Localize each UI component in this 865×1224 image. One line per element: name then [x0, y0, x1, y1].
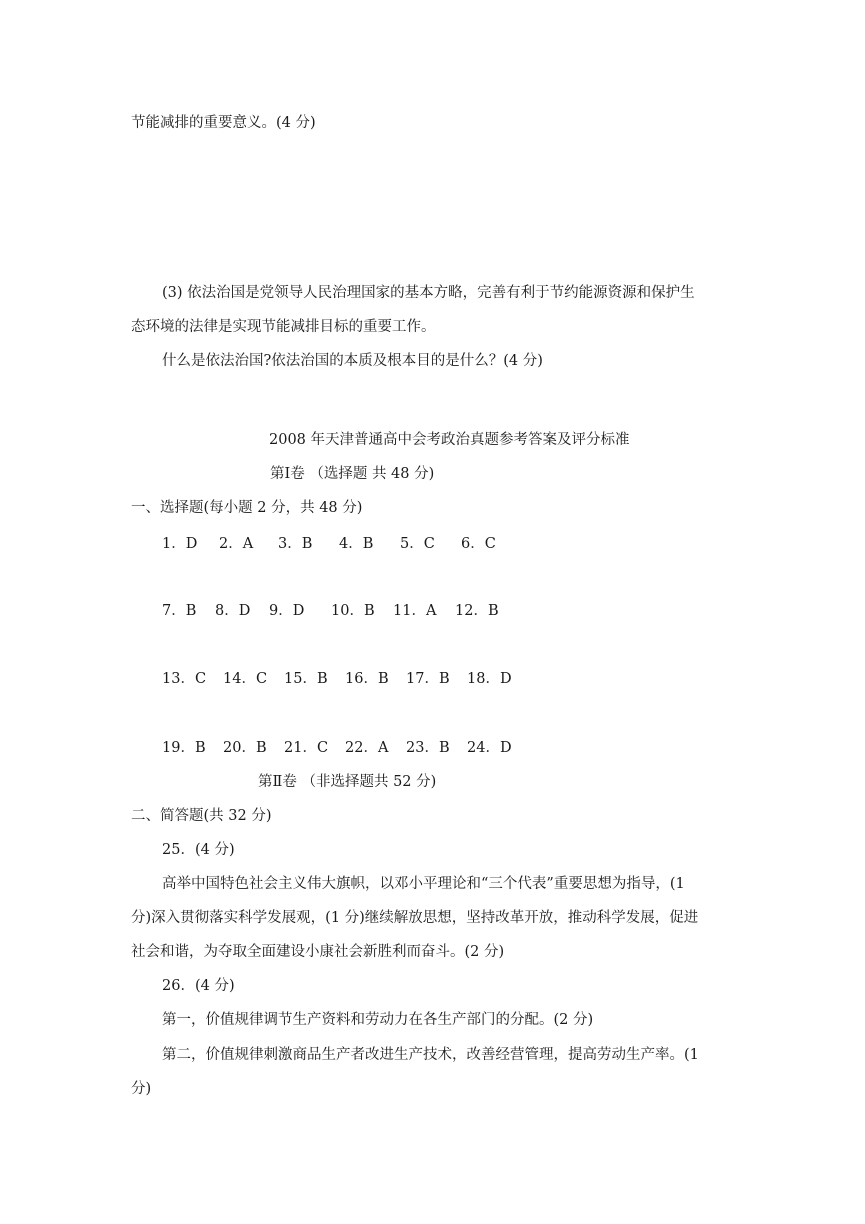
answer-item: 3．B — [278, 536, 313, 552]
answer-item: 14．C — [223, 671, 268, 687]
answer-item: 5．C — [400, 536, 435, 552]
text-line: 第二，价值规律刺激商品生产者改进生产技术，改善经营管理，提高劳动生产率。(1 — [162, 1047, 699, 1063]
question-number: 25．(4 分) — [162, 842, 235, 858]
answer-item: 19．B — [162, 740, 206, 756]
answer-item: 22．A — [345, 740, 389, 756]
answer-row — [162, 601, 499, 621]
answer-item: 10．B — [331, 603, 375, 619]
section-two-heading: 二、简答题(共 32 分) — [131, 808, 272, 824]
answer-row — [162, 669, 512, 689]
answer-item: 4．B — [339, 536, 374, 552]
part-two-heading: 第Ⅱ卷 （非选择题共 52 分) — [258, 774, 437, 790]
answer-item: 6．C — [461, 536, 496, 552]
answer-item: 8．D — [215, 603, 251, 619]
answer-title: 2008 年天津普通高中会考政治真题参考答案及评分标准 — [269, 432, 630, 448]
answer-item: 20．B — [223, 740, 267, 756]
answer-item: 15．B — [284, 671, 328, 687]
answer-item: 13．C — [162, 671, 207, 687]
answer-item: 1．D — [162, 536, 198, 552]
answer-item: 7．B — [162, 603, 197, 619]
answer-item: 12．B — [455, 603, 499, 619]
answer-item: 17．B — [406, 671, 450, 687]
text-line: 节能减排的重要意义。(4 分) — [131, 115, 316, 131]
question-number: 26．(4 分) — [162, 978, 235, 994]
text-line: 第一，价值规律调节生产资料和劳动力在各生产部门的分配。(2 分) — [162, 1012, 594, 1028]
answer-item: 24．D — [467, 740, 512, 756]
text-line: (3) 依法治国是党领导人民治理国家的基本方略，完善有利于节约能源资源和保护生 — [162, 285, 695, 301]
answer-row — [162, 534, 496, 554]
part-one-heading: 第Ⅰ卷 （选择题 共 48 分) — [270, 466, 435, 482]
text-line: 态环境的法律是实现节能减排目标的重要工作。 — [131, 319, 436, 335]
text-line: 分) — [131, 1081, 152, 1097]
text-line: 什么是依法治国?依法治国的本质及根本目的是什么？(4 分) — [162, 353, 543, 369]
section-one-heading: 一、选择题(每小题 2 分，共 48 分) — [131, 500, 363, 516]
answer-item: 16．B — [345, 671, 389, 687]
answer-item: 21．C — [284, 740, 329, 756]
answer-item: 23．B — [406, 740, 450, 756]
answer-row — [162, 738, 512, 758]
answer-item: 18．D — [467, 671, 512, 687]
text-line: 高举中国特色社会主义伟大旗帜，以邓小平理论和“三个代表”重要思想为指导，(1 — [162, 876, 685, 892]
answer-item: 2．A — [219, 536, 254, 552]
text-line: 社会和谐，为夺取全面建设小康社会新胜利而奋斗。(2 分) — [131, 944, 505, 960]
answer-item: 11．A — [393, 603, 437, 619]
text-line: 分)深入贯彻落实科学发展观，(1 分)继续解放思想，坚持改革开放，推动科学发展，促进 — [131, 910, 699, 926]
answer-item: 9．D — [269, 603, 305, 619]
